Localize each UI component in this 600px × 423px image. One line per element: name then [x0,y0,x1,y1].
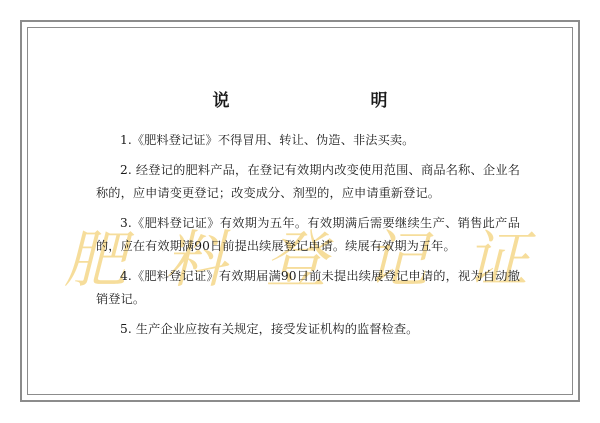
watermark-char: 证 [465,223,528,296]
instruction-paragraph: 2. 经登记的肥料产品，在登记有效期内改变使用范围、商品名称、企业名称的，应申请变更登记；改变成分、剂型的，应申请重新登记。 [96,162,520,200]
document-title: 说 明 [212,91,450,111]
watermark-char: 料 [164,223,227,296]
instructions-list [96,129,520,341]
instruction-paragraph: 1.《肥料登记证》不得冒用、转让、伪造、非法买卖。 [120,133,415,147]
watermark-char: 登 [264,223,327,296]
instruction-paragraph: 3.《肥料登记证》有效期为五年。有效期满后需要继续生产、销售此产品的，应在有效期满90日前提出续展登记申请。续展有效期为五年。 [96,215,520,253]
watermark-char: 肥 [64,223,127,296]
watermark-char: 记 [365,223,428,296]
instruction-paragraph: 5. 生产企业应按有关规定，接受发证机构的监督检查。 [120,321,419,336]
instruction-paragraph: 4.《肥料登记证》有效期届满90日前未提出续展登记申请的，视为自动撤销登记。 [96,268,520,306]
